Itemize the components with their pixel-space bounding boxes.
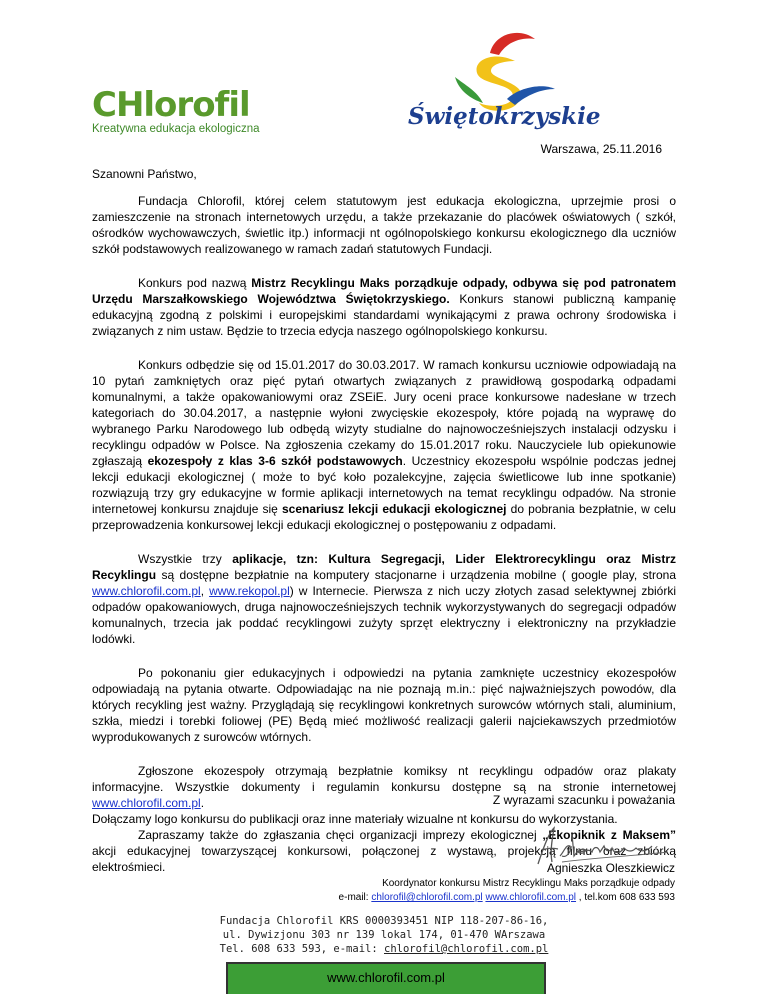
bold-span: „Ekopiknik z Maksem” <box>542 828 677 842</box>
footer-email-link[interactable]: chlorofil@chlorofil.com.pl <box>384 943 549 955</box>
logo-red-brush <box>490 33 535 55</box>
chlorofil-link[interactable]: www.chlorofil.com.pl <box>92 584 201 598</box>
paragraph-1: Fundacja Chlorofil, której celem statutowym jest edukacja ekologiczna, uprzejmie prosi o zamieszczenie na stronach internetowych urzędu, a także przekazanie do placówek oświatowych ( szkół, ośrodków wychowawczych, świetlic itp.) informacji nt ogólnopolskiego konkursu ekologicznego dla uczniów szkół podstawowych realizowanego w ramach zadań statutowych Fundacji. <box>92 194 676 256</box>
text-span: Konkurs stanowi publiczną kampanię edukacyjną zgodną z polskimi i europejskimi standardami wynikającymi z prawa ochrony środowiska i związanych z nim ustaw. Będzie to trzecia edycja naszego ogólnopolskiego konkursu. <box>92 292 677 338</box>
signer-role: Koordynator konkursu Mistrz Recyklingu Maks porządkuje odpady <box>382 878 675 889</box>
email-link[interactable]: chlorofil@chlorofil.com.pl <box>371 892 483 903</box>
text-span: Zgłoszone ekozespoły otrzymają bezpłatnie komiksy nt recyklingu odpadów oraz plakaty informacyjne. Wszystkie dokumenty i regulamin konkursu dostępne są na stronie internetowej <box>92 764 676 794</box>
text-span: Konkurs pod nazwą <box>138 276 252 290</box>
footer-address <box>0 914 768 956</box>
footer-line-2: ul. Dywizjonu 303 nr 139 lokal 174, 01-470 WArszawa <box>222 929 546 941</box>
chlorofil-logo-word: CHlorofil <box>92 85 250 125</box>
text-span: , <box>200 584 210 598</box>
rekopol-link[interactable]: www.rekopol.pl <box>209 584 290 598</box>
text-span: są dostępne bezpłatnie na komputery stacjonarne i urządzenia mobilne ( google play, strona <box>156 568 676 582</box>
signer-name: Agnieszka Oleszkiewicz <box>546 861 675 875</box>
footer-phone: Tel. 608 633 593, e-mail: <box>219 943 384 955</box>
letter-date: Warszawa, 25.11.2016 <box>540 142 662 156</box>
paragraph-2 <box>92 275 676 339</box>
paragraph-3 <box>92 357 676 533</box>
chlorofil-tagline: Kreatywna edukacja ekologiczna <box>92 123 260 135</box>
paragraph-5: Po pokonaniu gier edukacyjnych i odpowiedzi na pytania zamknięte uczestnicy ekozespołów odpowiadają na pytania otwarte. Odpowiadając na nie poznają m.in.: pięć najważniejszych powodów, dla których recykling jest ważny. Przyglądają się recyklingowi konkretnych surowców wtórnych stali, aluminium, szkła, miedzi i torebki foliowej (PE) Będą mieć możliwość realizacji galerii najciekawszych przedmiotów wyprodukowanych z surowców wtórnych. <box>92 666 676 744</box>
bold-span: aplikacje, tzn: Kultura Segregacji, Lider Elektrorecyklingu oraz Mistrz Recyklingu <box>92 552 676 582</box>
chlorofil-link[interactable]: www.chlorofil.com.pl <box>92 796 201 810</box>
text-span: . Uczestnicy ekozespołu wspólnie podczas jednej lekcji edukacji ekologicznej ( może to być koło pozalekcyjne, zajęcia świetlicowe lub inne spotkanie) rozwiązują trzy gry edukacyjne w formie aplikacji internetowych na temat recyklingu odpadów. Na stronie internetowej konkursu znajduje się <box>92 454 676 516</box>
email-label: e-mail: <box>338 892 372 903</box>
footer-line-1: Fundacja Chlorofil KRS 0000393451 NIP 118-207-86-16, <box>219 915 549 927</box>
phone-text: , tel.kom 608 633 593 <box>576 892 675 903</box>
text-span: Zapraszamy także do zgłaszania chęci organizacji imprezy ekologicznej <box>138 828 543 842</box>
swietokrzyskie-logo-text: Świętokrzyskie <box>408 103 601 130</box>
chlorofil-logo <box>92 85 260 135</box>
text-span: Wszystkie trzy <box>138 552 233 566</box>
letter-body <box>92 166 676 875</box>
footer-line-3 <box>0 942 768 956</box>
salutation: Szanowni Państwo, <box>92 167 197 181</box>
paragraph-4 <box>92 551 676 647</box>
competition-name-bold: Mistrz Recyklingu Maks porządkuje odpady, odbywa się pod patronatem Urzędu Marszałkowskiego Województwa Świętokrzyskiego. <box>92 276 676 306</box>
text-span: ) w Internecie. Pierwsza z nich uczy złotych zasad selektywnej zbiórki odpadów opakowaniowych, druga najnowocześniejszych technik wykorzystywanych do segregacji odpadów komunalnych, trzecia jak poddać recyklingowi zużyty sprzęt elektryczny i elektroniczny na przykładzie lodówki. <box>92 584 677 646</box>
paragraph-7: Dołączamy logo konkursu do publikacji oraz inne materiały wizualne nt konkursu do wykorzystania. <box>92 812 618 826</box>
logo-green-stroke <box>455 77 483 103</box>
bold-span: ekozespoły z klas 3-6 szkół podstawowych <box>147 454 403 468</box>
text-span: Konkurs odbędzie się od 15.01.2017 do 30.03.2017. W ramach konkursu uczniowie odpowiadają na 10 pytań zamkniętych oraz pięć pytań otwartych związanych z prawidłową gospodarką odpadami komunalnymi, a także opakowaniowymi oraz ZSEiE. Jury oceni prace konkursowe nadesłane w trzech kategoriach do 30.04.2017, a następnie wyłoni zwycięskie ekozespoły, które pojadą na wyprawę do wybranego Parku Narodowego lub odbędą wizyty studialne do najnowocześniejszych instalacji odzysku i recyklingu odpadów w Polsce. Na zgłoszenia czekamy do 15.01.2017 roku. Nauczyciele lub opiekunowie zgłaszają <box>92 358 676 468</box>
footer-url-bar[interactable]: www.chlorofil.com.pl <box>226 962 546 994</box>
bold-span: scenariusz lekcji edukacji ekologicznej <box>282 502 507 516</box>
signer-contact <box>339 892 675 903</box>
website-link[interactable]: www.chlorofil.com.pl <box>485 892 577 903</box>
text-span: akcji edukacyjnej towarzyszącej konkursowi, połączonej z wystawą, projekcją filmu oraz zbiórką elektrośmieci. <box>92 844 676 874</box>
text-span: do pobrania bezpłatnie, w celu przeprowadzenia konkursowej lekcji edukacji ekologicznej o postępowaniu z odpadami. <box>92 502 676 532</box>
closing-regards: Z wyrazami szacunku i poważania <box>492 793 675 807</box>
text-span: . <box>200 796 205 810</box>
